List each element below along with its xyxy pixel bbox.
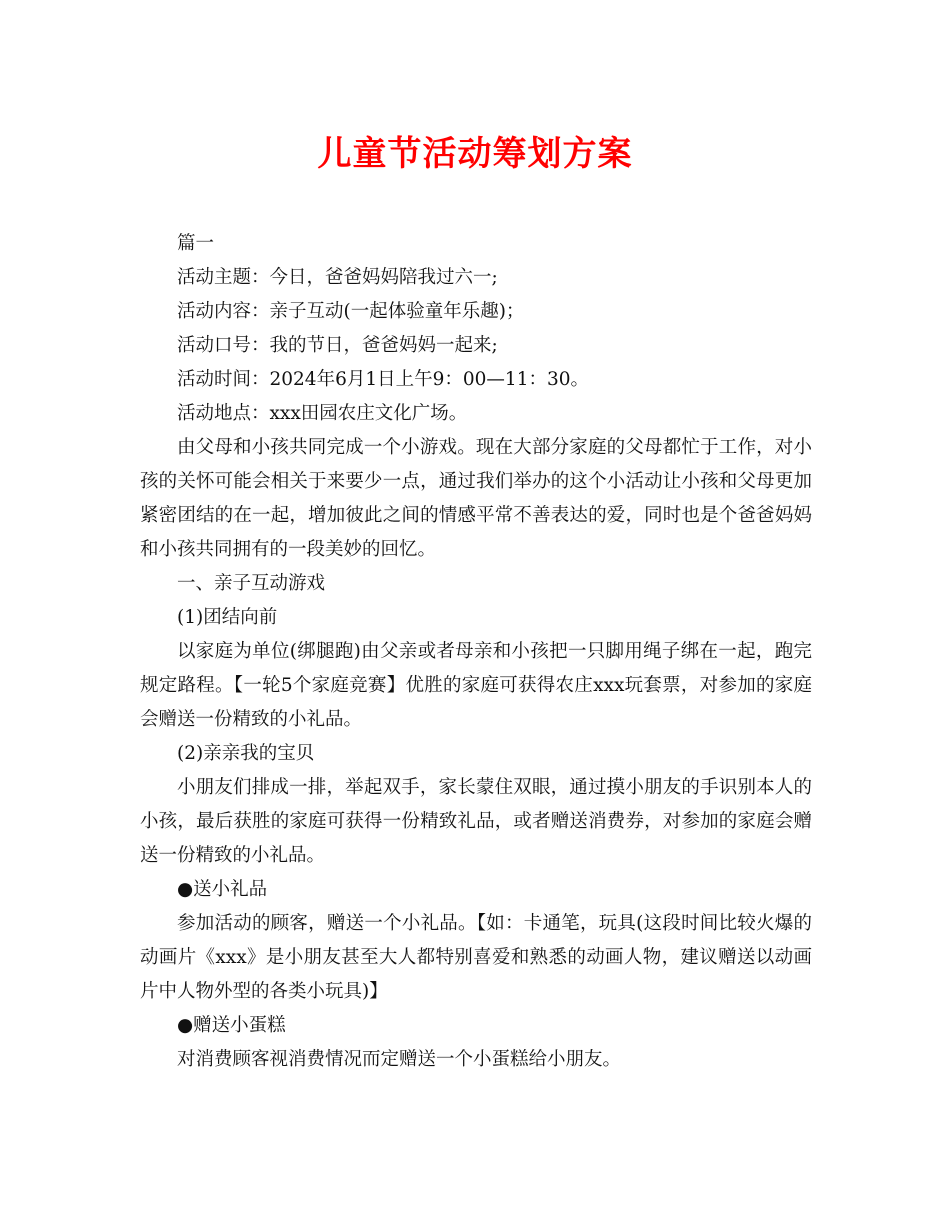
paragraph-activity-location: 活动地点：xxx田园农庄文化广场。 bbox=[177, 403, 468, 424]
paragraph-small-gifts: 参加活动的顾客，赠送一个小礼品。【如：卡通笔，玩具(这段时间比较火爆的动画片《xxx》是小朋友甚至大人都特别喜爱和熟悉的动画人物，建议赠送以动画片中人物外型的各类小玩具)】 bbox=[140, 913, 812, 1002]
paragraph-small-cakes: 对消费顾客视消费情况而定赠送一个小蛋糕给小朋友。 bbox=[177, 1049, 622, 1070]
paragraph-game-1: 以家庭为单位(绑腿跑)由父亲或者母亲和小孩把一只脚用绳子绑在一起，跑完规定路程。【一轮5个家庭竞赛】优胜的家庭可获得农庄xxx玩套票，对参加的家庭会赠送一份精致的小礼品。 bbox=[140, 641, 812, 730]
heading-small-gifts: ●送小礼品 bbox=[177, 879, 268, 900]
paragraph-activity-time: 活动时间：2024年6月1日上午9：00—11：30。 bbox=[177, 369, 590, 390]
paragraph-intro: 由父母和小孩共同完成一个小游戏。现在大部分家庭的父母都忙于工作，对小孩的关怀可能会相关于来要少一点，通过我们举办的这个小活动让小孩和父母更加紧密团结的在一起，增加彼此之间的情感平常不善表达的爱，同时也是个爸爸妈妈和小孩共同拥有的一段美妙的回忆。 bbox=[140, 437, 812, 560]
document-title: 儿童节活动筹划方案 bbox=[317, 134, 633, 174]
paragraph-activity-theme: 活动主题：今日，爸爸妈妈陪我过六一; bbox=[177, 267, 498, 288]
paragraph-game-2: 小朋友们排成一排，举起双手，家长蒙住双眼，通过摸小朋友的手识别本人的小孩，最后获胜的家庭可获得一份精致礼品，或者赠送消费券，对参加的家庭会赠送一份精致的小礼品。 bbox=[140, 777, 812, 866]
paragraph-activity-slogan: 活动口号：我的节日，爸爸妈妈一起来; bbox=[177, 335, 498, 356]
paragraph-section-label: 篇一 bbox=[177, 233, 215, 254]
heading-game-2: (2)亲亲我的宝贝 bbox=[177, 743, 315, 764]
heading-small-cakes: ●赠送小蛋糕 bbox=[177, 1015, 286, 1036]
heading-game-1: (1)团结向前 bbox=[177, 607, 278, 628]
paragraph-activity-content: 活动内容：亲子互动(一起体验童年乐趣)； bbox=[177, 301, 525, 322]
heading-parent-child-games: 一、亲子互动游戏 bbox=[177, 573, 326, 594]
document-body bbox=[140, 227, 812, 1077]
